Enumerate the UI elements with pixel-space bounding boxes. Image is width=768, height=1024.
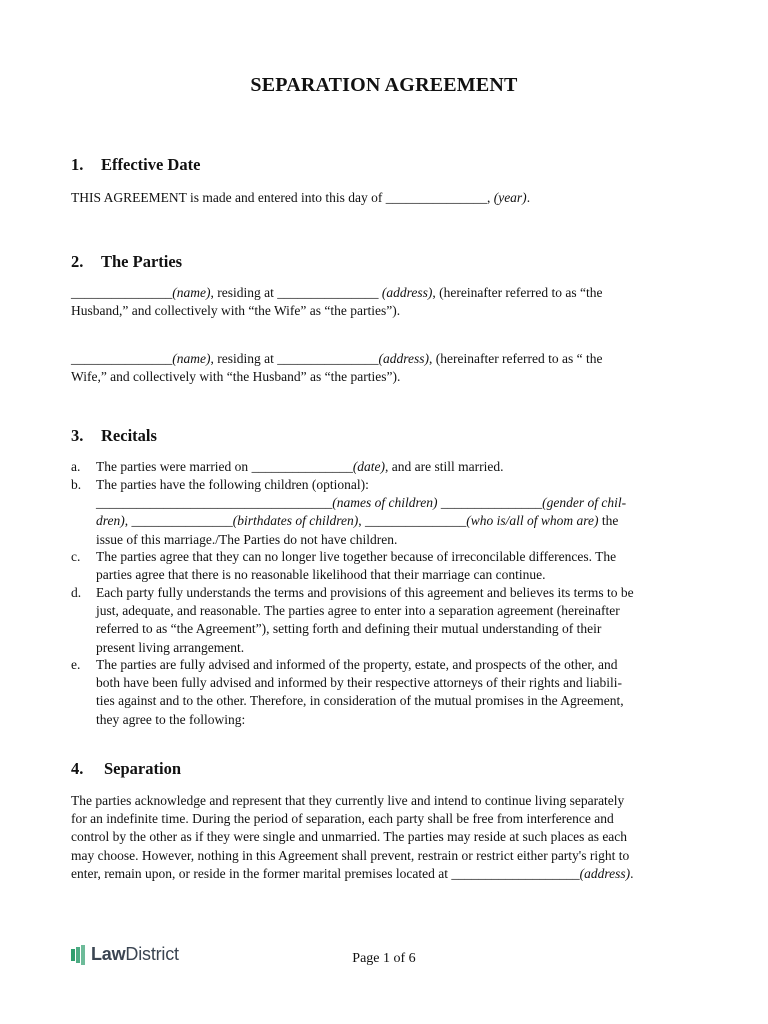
gender-placeholder-cont: dren) <box>96 513 125 529</box>
children-names-placeholder: (names of children) <box>332 495 438 511</box>
text: , (hereinafter referred to as “ the <box>428 351 603 366</box>
text-line: Each party fully understands the terms and provisions of this agreement and believes its terms to be <box>96 585 634 600</box>
text-line: may choose. However, nothing in this Agreement shall prevent, restrain or restrict either party's right to <box>71 847 630 863</box>
section-number: 2. <box>71 252 84 271</box>
text: THIS AGREEMENT is made and entered into this day of <box>71 190 386 205</box>
logo-word-district: District <box>125 944 179 964</box>
text: , <box>358 513 365 529</box>
blank-field: _______________ <box>385 190 487 205</box>
blank-field: _______________ <box>364 513 467 529</box>
text-line: both have been fully advised and informed by their respective attorneys of their rights and liabili- <box>96 675 622 691</box>
text: , <box>486 190 494 205</box>
section-1-body <box>71 189 697 207</box>
blank-field: ___________________________________ <box>96 495 333 511</box>
text-line: present living arrangement. <box>96 639 245 655</box>
address-placeholder: (address) <box>579 865 631 881</box>
recital-c <box>71 548 697 584</box>
gender-placeholder: (gender of chil- <box>542 495 627 511</box>
name-placeholder: (name) <box>172 285 211 300</box>
text-line: ties against and to the other. Therefore, in consideration of the mutual promises in the Agreement, <box>96 693 624 709</box>
text: , (hereinafter referred to as “the <box>432 285 603 300</box>
text: . <box>526 190 531 205</box>
date-placeholder: (date) <box>352 459 386 474</box>
text-line: control by the other as if they were single and unmarried. The parties may reside at such places as each <box>71 829 628 845</box>
blank-field: _______________ <box>277 285 382 300</box>
section-number: 4. <box>71 759 84 778</box>
text: . <box>630 865 634 881</box>
section-1-heading <box>71 155 200 175</box>
list-marker: a. <box>71 459 81 474</box>
text-line: Wife,” and collectively with “the Husband” as “the parties”). <box>71 369 401 385</box>
wife-paragraph <box>71 350 697 386</box>
blank-field: _______________ <box>251 459 353 474</box>
section-number: 3. <box>71 426 84 445</box>
birthdates-placeholder: (birthdates of children) <box>232 513 359 529</box>
blank-field: ___________________ <box>451 865 580 881</box>
section-title: Separation <box>104 759 182 778</box>
text-line: The parties are fully advised and informed of the property, estate, and prospects of the other, and <box>96 657 618 672</box>
text-line: just, adequate, and reasonable. The parties agree to enter into a separation agreement (hereinafter <box>96 603 620 619</box>
text-line: they agree to the following: <box>96 711 246 727</box>
page-number: Page 1 of 6 <box>352 951 416 966</box>
recital-e <box>71 656 697 729</box>
text: the <box>598 513 619 529</box>
address-placeholder: (address) <box>378 351 429 366</box>
text-line: The parties agree that they can no longer live together because of irreconcilable differences. The <box>96 549 617 564</box>
logo-word-law: Law <box>91 944 126 964</box>
section-4-heading <box>71 759 181 779</box>
document-title: SEPARATION AGREEMENT <box>250 74 518 96</box>
text: , <box>124 513 132 529</box>
recital-a <box>71 458 697 476</box>
list-marker: b. <box>71 477 82 492</box>
blank-field: _______________ <box>437 495 543 511</box>
text: The parties were married on <box>96 459 252 474</box>
section-2-heading <box>71 252 182 272</box>
text: enter, remain upon, or reside in the former marital premises located at <box>71 865 452 881</box>
text: , residing at <box>210 285 278 300</box>
year-placeholder: (year) <box>493 190 527 205</box>
blank-field: _______________ <box>131 513 233 529</box>
text-line: referred to as “the Agreement”), setting forth and defining their mutual understanding of their <box>96 621 602 637</box>
text: , residing at <box>210 351 278 366</box>
husband-paragraph <box>71 284 697 320</box>
section-3-heading <box>71 426 157 446</box>
section-4-body <box>71 792 701 883</box>
section-title: Effective Date <box>101 155 201 174</box>
section-number: 1. <box>71 155 84 174</box>
list-marker: e. <box>71 657 81 672</box>
who-is-placeholder: (who is/all of whom are) <box>466 513 599 529</box>
text-line: The parties acknowledge and represent that they currently live and intend to continue living separately <box>71 793 625 808</box>
list-marker: d. <box>71 585 82 600</box>
list-marker: c. <box>71 549 81 564</box>
section-title: Recitals <box>101 426 157 445</box>
blank-field: _______________ <box>71 285 173 300</box>
section-title: The Parties <box>101 252 183 271</box>
recital-d <box>71 584 697 657</box>
blank-field: _______________ <box>71 351 173 366</box>
text-line: for an indefinite time. During the period of separation, each party shall be free from interference and <box>71 811 614 827</box>
name-placeholder: (name) <box>172 351 211 366</box>
text: , and are still married. <box>385 459 504 474</box>
text-line: parties agree that there is no reasonable likelihood that their marriage can continue. <box>96 567 546 583</box>
text-line: The parties have the following children (optional): <box>96 477 369 492</box>
address-placeholder: (address) <box>381 285 433 300</box>
text-line: issue of this marriage./The Parties do not have children. <box>96 531 398 547</box>
text-line: Husband,” and collectively with “the Wife” as “the parties”). <box>71 303 401 319</box>
recital-b <box>71 476 697 549</box>
blank-field: _______________ <box>277 351 379 366</box>
